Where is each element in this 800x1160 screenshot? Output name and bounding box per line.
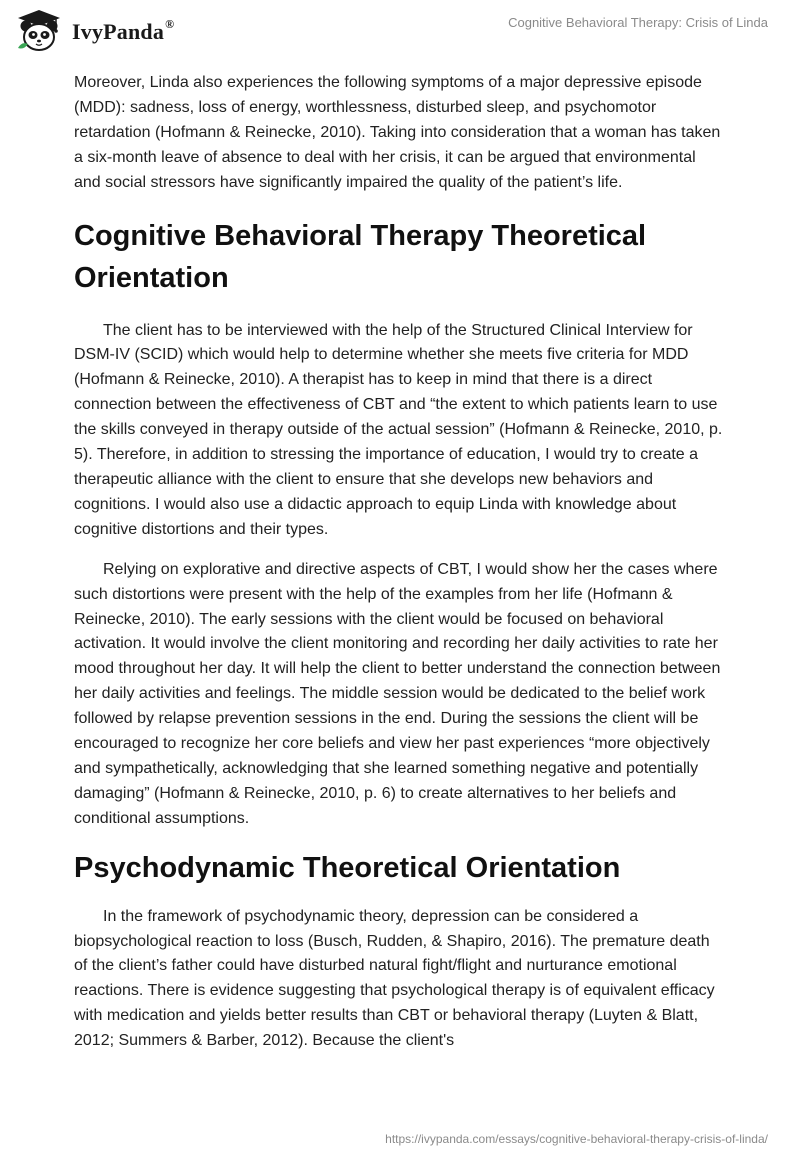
section-heading-cbt: Cognitive Behavioral Therapy Theoretical Orientation xyxy=(74,219,647,294)
panda-graduate-icon xyxy=(14,8,64,54)
header-page-title: Cognitive Behavioral Therapy: Crisis of Linda xyxy=(508,15,768,30)
article-body xyxy=(74,71,724,1069)
page-header xyxy=(0,0,800,60)
footer-source-url[interactable]: https://ivypanda.com/essays/cognitive-behavioral-therapy-crisis-of-linda/ xyxy=(385,1132,768,1146)
section-heading-psychodynamic: Psychodynamic Theoretical Orientation xyxy=(74,851,621,884)
intro-paragraph: Moreover, Linda also experiences the following symptoms of a major depressive episode (MDD): sadness, loss of energy, worthlessness, disturbed sleep, and psychomotor retardation (Hofmann & Reinecke, 2010). Taking into consideration that a woman has taken a six-month leave of absence to deal with her crisis, it can be argued that environmental and social stressors have significantly impaired the quality of the patient’s life. xyxy=(74,74,721,191)
cbt-paragraph-2: Relying on explorative and directive aspects of CBT, I would show her the cases where such distortions were present with the help of the examples from her life (Hofmann & Reinecke, 2010). The early sessions with the client would be focused on behavioral activation. It would involve the client monitoring and recording her daily activities to rate her mood throughout her day. It will help the client to better understand the connection between her daily activities and feelings. The middle session would be dedicated to the belief work followed by relapse prevention sessions in the end. During the sessions the client will be encouraged to recognize her core beliefs and view her past experiences “more objectively and sympathetically, acknowledging that she learned something negative and potentially damaging” (Hofmann & Reinecke, 2010, p. 6) to create alternatives to her beliefs and conditional assumptions. xyxy=(74,560,721,827)
ivypanda-logo[interactable] xyxy=(14,8,174,54)
psychodynamic-paragraph-1: In the framework of psychodynamic theory, depression can be considered a biopsychological reaction to loss (Busch, Rudden, & Shapiro, 2016). The premature death of the client’s father could have disturbed natural fight/flight and nurturance emotional reactions. There is evidence suggesting that psychological therapy is of equivalent efficacy with medication and yields better results than CBT or behavioral therapy (Luyten & Blatt, 2012; Summers & Barber, 2012). Because the client's xyxy=(74,907,715,1050)
brand-name: IvyPanda® xyxy=(72,17,175,44)
cbt-paragraph-1: The client has to be interviewed with the help of the Structured Clinical Interview for DSM-IV (SCID) which would help to determine whether she meets five criteria for MDD (Hofmann & Reinecke, 2010). A therapist has to keep in mind that there is a direct connection between the effectiveness of CBT and “the extent to which patients learn to use the skills conveyed in therapy outside of the actual session” (Hofmann & Reinecke, 2010, p. 5). Therefore, in addition to stressing the importance of education, I would try to create a therapeutic alliance with the client to ensure that she develops new behaviors and cognitions. I would also use a didactic approach to equip Linda with knowledge about cognitive distortions and their types. xyxy=(74,321,723,538)
